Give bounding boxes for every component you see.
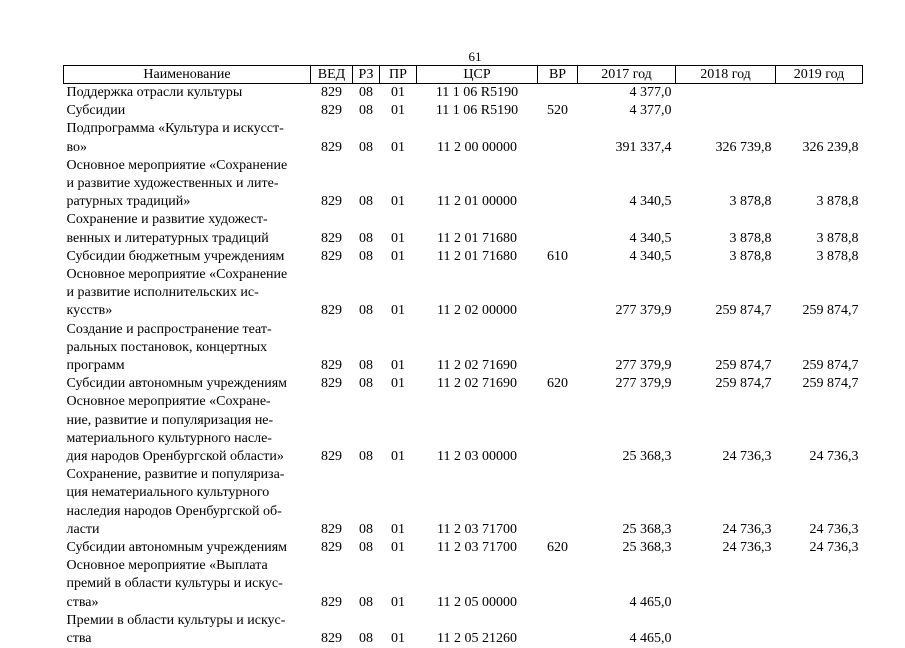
- pr-cell: 01: [380, 393, 417, 466]
- table-row: [64, 375, 863, 393]
- value-2019-cell: 24 736,3: [776, 393, 863, 466]
- value-2018-cell: 24 736,3: [676, 539, 776, 557]
- name-line: Основное мероприятие «Сохране-: [67, 393, 311, 411]
- csr-cell: 11 2 01 71680: [417, 248, 538, 266]
- pr-cell: 01: [380, 102, 417, 120]
- csr-cell: 11 2 03 71700: [417, 466, 538, 539]
- value-2019-cell: [776, 102, 863, 120]
- value-2018-cell: [676, 612, 776, 648]
- name-cell: [64, 248, 311, 266]
- name-line: венных и литературных традиций: [67, 230, 311, 248]
- table-row: [64, 557, 863, 612]
- table-header-row: [64, 66, 863, 84]
- name-line: и развитие художественных и лите-: [67, 175, 311, 193]
- rz-cell: 08: [353, 102, 380, 120]
- name-line: ральных постановок, концертных: [67, 339, 311, 357]
- pr-cell: 01: [380, 266, 417, 321]
- table-row: [64, 102, 863, 120]
- value-2018-cell: 259 874,7: [676, 266, 776, 321]
- value-2017-cell: 4 465,0: [578, 612, 676, 648]
- value-2018-cell: 3 878,8: [676, 248, 776, 266]
- name-line: Поддержка отрасли культуры: [67, 84, 311, 102]
- name-line: Субсидии бюджетным учреждениям: [67, 248, 311, 266]
- name-line: ние, развитие и популяризация не-: [67, 412, 311, 430]
- table-row: [64, 539, 863, 557]
- value-2018-cell: 259 874,7: [676, 375, 776, 393]
- value-2019-cell: 3 878,8: [776, 211, 863, 247]
- name-line: ция нематериального культурного: [67, 484, 311, 502]
- rz-cell: 08: [353, 393, 380, 466]
- value-2018-cell: 24 736,3: [676, 466, 776, 539]
- value-2019-cell: 326 239,8: [776, 120, 863, 156]
- value-2017-cell: 391 337,4: [578, 120, 676, 156]
- value-2017-cell: 277 379,9: [578, 266, 676, 321]
- budget-table: [63, 65, 863, 648]
- ved-cell: 829: [311, 393, 353, 466]
- col-header-pr: ПР: [380, 66, 417, 84]
- rz-cell: 08: [353, 120, 380, 156]
- rz-cell: 08: [353, 539, 380, 557]
- col-header-rz: РЗ: [353, 66, 380, 84]
- rz-cell: 08: [353, 557, 380, 612]
- name-cell: [64, 84, 311, 103]
- value-2019-cell: 24 736,3: [776, 539, 863, 557]
- table-row: [64, 321, 863, 376]
- name-cell: [64, 102, 311, 120]
- value-2017-cell: 4 340,5: [578, 248, 676, 266]
- csr-cell: 11 2 05 21260: [417, 612, 538, 648]
- name-line: дия народов Оренбургской области»: [67, 448, 311, 466]
- value-2019-cell: 259 874,7: [776, 375, 863, 393]
- table-row: [64, 466, 863, 539]
- csr-cell: 11 2 02 71690: [417, 375, 538, 393]
- col-header-name: Наименование: [64, 66, 311, 84]
- pr-cell: 01: [380, 84, 417, 103]
- name-line: кусств»: [67, 302, 311, 320]
- name-line: материального культурного насле-: [67, 430, 311, 448]
- name-cell: [64, 266, 311, 321]
- table-body: [64, 84, 863, 648]
- table-row: [64, 84, 863, 103]
- name-cell: [64, 466, 311, 539]
- name-line: ратурных традиций»: [67, 193, 311, 211]
- col-header-2017: 2017 год: [578, 66, 676, 84]
- ved-cell: 829: [311, 211, 353, 247]
- table-row: [64, 266, 863, 321]
- value-2019-cell: [776, 84, 863, 103]
- ved-cell: 829: [311, 84, 353, 103]
- ved-cell: 829: [311, 375, 353, 393]
- vr-cell: [538, 466, 578, 539]
- pr-cell: 01: [380, 321, 417, 376]
- name-cell: [64, 211, 311, 247]
- vr-cell: [538, 84, 578, 103]
- name-cell: [64, 393, 311, 466]
- pr-cell: 01: [380, 539, 417, 557]
- value-2019-cell: 24 736,3: [776, 466, 863, 539]
- name-cell: [64, 157, 311, 212]
- value-2019-cell: [776, 557, 863, 612]
- rz-cell: 08: [353, 248, 380, 266]
- csr-cell: 11 2 01 00000: [417, 157, 538, 212]
- pr-cell: 01: [380, 557, 417, 612]
- value-2018-cell: 24 736,3: [676, 393, 776, 466]
- name-cell: [64, 612, 311, 648]
- name-cell: [64, 539, 311, 557]
- page-number: 61: [460, 50, 490, 64]
- col-header-2018: 2018 год: [676, 66, 776, 84]
- value-2017-cell: 277 379,9: [578, 375, 676, 393]
- csr-cell: 11 1 06 R5190: [417, 84, 538, 103]
- name-cell: [64, 557, 311, 612]
- vr-cell: 610: [538, 248, 578, 266]
- value-2018-cell: 326 739,8: [676, 120, 776, 156]
- csr-cell: 11 1 06 R5190: [417, 102, 538, 120]
- vr-cell: [538, 266, 578, 321]
- name-line: Субсидии автономным учреждениям: [67, 375, 311, 393]
- rz-cell: 08: [353, 466, 380, 539]
- col-header-2019: 2019 год: [776, 66, 863, 84]
- vr-cell: [538, 557, 578, 612]
- name-line: Основное мероприятие «Сохранение: [67, 157, 311, 175]
- name-line: и развитие исполнительских ис-: [67, 284, 311, 302]
- name-line: Субсидии автономным учреждениям: [67, 539, 311, 557]
- ved-cell: 829: [311, 120, 353, 156]
- name-cell: [64, 375, 311, 393]
- vr-cell: [538, 612, 578, 648]
- csr-cell: 11 2 02 00000: [417, 266, 538, 321]
- vr-cell: [538, 120, 578, 156]
- ved-cell: 829: [311, 102, 353, 120]
- vr-cell: 520: [538, 102, 578, 120]
- pr-cell: 01: [380, 211, 417, 247]
- ved-cell: 829: [311, 248, 353, 266]
- pr-cell: 01: [380, 612, 417, 648]
- value-2017-cell: 4 465,0: [578, 557, 676, 612]
- pr-cell: 01: [380, 248, 417, 266]
- table-row: [64, 211, 863, 247]
- csr-cell: 11 2 05 00000: [417, 557, 538, 612]
- name-line: программ: [67, 357, 311, 375]
- rz-cell: 08: [353, 266, 380, 321]
- name-line: Сохранение, развитие и популяриза-: [67, 466, 311, 484]
- name-line: ства: [67, 630, 311, 648]
- value-2019-cell: 259 874,7: [776, 266, 863, 321]
- value-2018-cell: [676, 557, 776, 612]
- table-row: [64, 120, 863, 156]
- vr-cell: [538, 393, 578, 466]
- name-line: Основное мероприятие «Выплата: [67, 557, 311, 575]
- value-2018-cell: 259 874,7: [676, 321, 776, 376]
- vr-cell: [538, 211, 578, 247]
- col-header-csr: ЦСР: [417, 66, 538, 84]
- name-line: во»: [67, 139, 311, 157]
- ved-cell: 829: [311, 557, 353, 612]
- value-2017-cell: 4 340,5: [578, 157, 676, 212]
- rz-cell: 08: [353, 375, 380, 393]
- ved-cell: 829: [311, 266, 353, 321]
- value-2019-cell: 3 878,8: [776, 157, 863, 212]
- ved-cell: 829: [311, 157, 353, 212]
- table-row: [64, 393, 863, 466]
- value-2017-cell: 25 368,3: [578, 466, 676, 539]
- vr-cell: [538, 321, 578, 376]
- rz-cell: 08: [353, 612, 380, 648]
- value-2017-cell: 25 368,3: [578, 393, 676, 466]
- value-2019-cell: 3 878,8: [776, 248, 863, 266]
- value-2017-cell: 4 377,0: [578, 84, 676, 103]
- pr-cell: 01: [380, 466, 417, 539]
- name-line: премий в области культуры и искус-: [67, 575, 311, 593]
- rz-cell: 08: [353, 84, 380, 103]
- pr-cell: 01: [380, 375, 417, 393]
- value-2017-cell: 4 377,0: [578, 102, 676, 120]
- csr-cell: 11 2 03 71700: [417, 539, 538, 557]
- name-line: ласти: [67, 521, 311, 539]
- name-line: Создание и распространение теат-: [67, 321, 311, 339]
- csr-cell: 11 2 02 71690: [417, 321, 538, 376]
- col-header-vr: ВР: [538, 66, 578, 84]
- value-2018-cell: 3 878,8: [676, 211, 776, 247]
- col-header-ved: ВЕД: [311, 66, 353, 84]
- name-cell: [64, 321, 311, 376]
- name-line: ства»: [67, 594, 311, 612]
- name-line: наследия народов Оренбургской об-: [67, 503, 311, 521]
- csr-cell: 11 2 03 00000: [417, 393, 538, 466]
- vr-cell: 620: [538, 375, 578, 393]
- rz-cell: 08: [353, 157, 380, 212]
- value-2018-cell: [676, 102, 776, 120]
- value-2019-cell: 259 874,7: [776, 321, 863, 376]
- value-2018-cell: 3 878,8: [676, 157, 776, 212]
- pr-cell: 01: [380, 157, 417, 212]
- name-line: Подпрограмма «Культура и искусст-: [67, 120, 311, 138]
- rz-cell: 08: [353, 211, 380, 247]
- ved-cell: 829: [311, 321, 353, 376]
- ved-cell: 829: [311, 466, 353, 539]
- name-line: Премии в области культуры и искус-: [67, 612, 311, 630]
- rz-cell: 08: [353, 321, 380, 376]
- name-line: Субсидии: [67, 102, 311, 120]
- value-2017-cell: 4 340,5: [578, 211, 676, 247]
- csr-cell: 11 2 01 71680: [417, 211, 538, 247]
- value-2018-cell: [676, 84, 776, 103]
- ved-cell: 829: [311, 612, 353, 648]
- value-2017-cell: 277 379,9: [578, 321, 676, 376]
- vr-cell: 620: [538, 539, 578, 557]
- value-2017-cell: 25 368,3: [578, 539, 676, 557]
- value-2019-cell: [776, 612, 863, 648]
- vr-cell: [538, 157, 578, 212]
- ved-cell: 829: [311, 539, 353, 557]
- csr-cell: 11 2 00 00000: [417, 120, 538, 156]
- table-row: [64, 248, 863, 266]
- name-line: Основное мероприятие «Сохранение: [67, 266, 311, 284]
- name-cell: [64, 120, 311, 156]
- table-row: [64, 612, 863, 648]
- name-line: Сохранение и развитие художест-: [67, 211, 311, 229]
- table-row: [64, 157, 863, 212]
- pr-cell: 01: [380, 120, 417, 156]
